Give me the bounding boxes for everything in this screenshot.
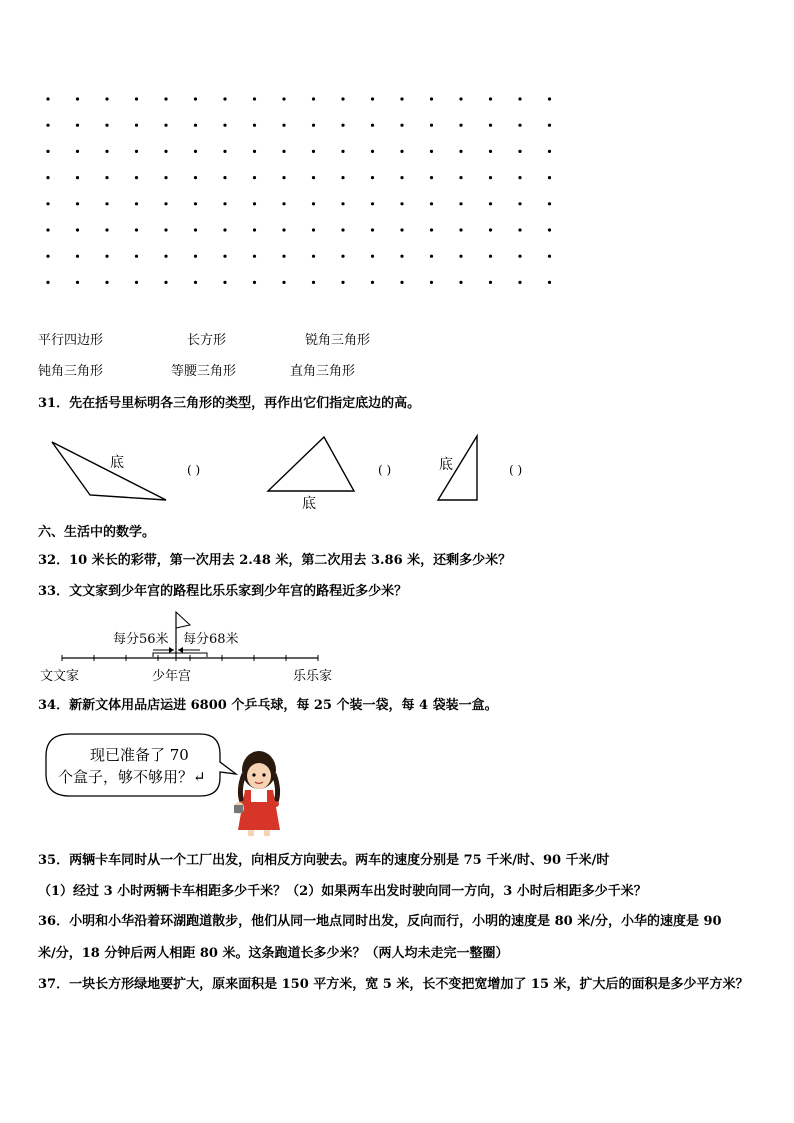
grid-dot xyxy=(164,255,167,258)
grid-dot xyxy=(164,124,167,127)
grid-dot xyxy=(253,281,256,284)
grid-dot xyxy=(489,124,492,127)
grid-dot xyxy=(223,228,226,231)
grid-dot xyxy=(253,150,256,153)
grid-dot xyxy=(135,176,138,179)
grid-dot xyxy=(194,124,197,127)
grid-dot xyxy=(459,228,462,231)
question-33: 33．文文家到少年宫的路程比乐乐家到少年宫的路程近多少米？ xyxy=(38,584,408,599)
grid-dot xyxy=(76,202,79,205)
grid-dot xyxy=(282,202,285,205)
grid-dot xyxy=(489,255,492,258)
grid-dot xyxy=(548,255,551,258)
grid-dot xyxy=(400,176,403,179)
grid-dot xyxy=(430,150,433,153)
grid-dot xyxy=(371,281,374,284)
grid-dot xyxy=(194,281,197,284)
grid-dot xyxy=(164,202,167,205)
question-36-line-1: 36．小明和小华沿着环湖跑道散步，他们从同一地点同时出发，反向而行，小明的速度是 80 米/分，小华的速度是 90 xyxy=(38,914,722,929)
grid-dot xyxy=(548,150,551,153)
grid-dot xyxy=(518,176,521,179)
question-35-line-1: 35．两辆卡车同时从一个工厂出发，向相反方向驶去。两车的速度分别是 75 千米/时、90 千米/时 xyxy=(38,853,610,868)
grid-dot xyxy=(76,124,79,127)
grid-dot xyxy=(282,255,285,258)
grid-dot xyxy=(341,228,344,231)
grid-dot xyxy=(223,281,226,284)
grid-dot xyxy=(489,202,492,205)
question-34: 34．新新文体用品店运进 6800 个乒乓球，每 25 个装一袋，每 4 袋装一盒。 xyxy=(38,698,498,713)
grid-dot xyxy=(312,255,315,258)
base-label-2: 底 xyxy=(302,496,316,512)
grid-dot xyxy=(105,97,108,100)
bubble-line-1: 现已准备了 70 xyxy=(90,746,189,764)
grid-dot xyxy=(135,124,138,127)
grid-dot xyxy=(312,97,315,100)
grid-dot xyxy=(164,176,167,179)
route-diagram xyxy=(35,605,365,687)
grid-dot xyxy=(135,202,138,205)
grid-dot xyxy=(253,124,256,127)
grid-dot xyxy=(341,150,344,153)
base-label-1: 底 xyxy=(110,455,124,471)
grid-dot xyxy=(548,176,551,179)
grid-dot xyxy=(312,124,315,127)
grid-dot xyxy=(518,124,521,127)
grid-dot xyxy=(76,97,79,100)
grid-dot xyxy=(76,150,79,153)
grid-dot xyxy=(223,176,226,179)
grid-dot xyxy=(312,228,315,231)
grid-dot xyxy=(76,255,79,258)
grid-dot xyxy=(105,228,108,231)
grid-dot xyxy=(459,150,462,153)
grid-dot xyxy=(76,228,79,231)
grid-dot xyxy=(105,176,108,179)
grid-dot xyxy=(312,202,315,205)
base-label-3: 底 xyxy=(439,457,453,473)
label-acute-triangle: 锐角三角形 xyxy=(305,333,371,348)
grid-dot xyxy=(371,202,374,205)
grid-dot xyxy=(371,255,374,258)
place-youth-palace: 少年宫 xyxy=(152,669,192,684)
grid-dot xyxy=(76,176,79,179)
flag-icon xyxy=(176,612,190,628)
grid-dot xyxy=(489,281,492,284)
grid-dot xyxy=(46,176,49,179)
grid-dot xyxy=(46,255,49,258)
grid-dot xyxy=(371,176,374,179)
grid-dot xyxy=(46,124,49,127)
grid-dot xyxy=(223,150,226,153)
question-37: 37．一块长方形绿地要扩大，原来面积是 150 平方米，宽 5 米，长不变把宽增加了 15 米，扩大后的面积是多少平方米？ xyxy=(38,977,749,992)
grid-dot xyxy=(46,97,49,100)
grid-dot xyxy=(105,150,108,153)
grid-dot xyxy=(459,124,462,127)
grid-dot xyxy=(371,150,374,153)
grid-dot xyxy=(518,281,521,284)
label-right-triangle: 直角三角形 xyxy=(290,364,356,379)
grid-dot xyxy=(253,228,256,231)
grid-dot xyxy=(400,97,403,100)
grid-dot xyxy=(489,228,492,231)
grid-dot xyxy=(430,228,433,231)
grid-dot xyxy=(223,124,226,127)
grid-dot xyxy=(223,97,226,100)
grid-dot xyxy=(312,176,315,179)
grid-dot xyxy=(194,150,197,153)
grid-dot xyxy=(282,176,285,179)
grid-dot xyxy=(312,281,315,284)
grid-dot xyxy=(341,176,344,179)
label-rectangle: 长方形 xyxy=(187,333,227,348)
grid-dot xyxy=(105,124,108,127)
grid-dot xyxy=(459,176,462,179)
grid-dot xyxy=(164,281,167,284)
question-35-line-2: （1）经过 3 小时两辆卡车相距多少千米？（2）如果两车出发时驶向同一方向，3 小时后相距多少千米？ xyxy=(38,884,647,899)
girl-illustration xyxy=(234,751,280,836)
question-31: 31．先在括号里标明各三角形的类型，再作出它们指定底边的高。 xyxy=(38,396,421,411)
bubble-line-2: 个盒子，够不够用？↵ xyxy=(58,768,206,786)
grid-dot xyxy=(430,281,433,284)
grid-dot xyxy=(518,202,521,205)
grid-dot xyxy=(430,202,433,205)
grid-dot xyxy=(459,281,462,284)
grid-dot xyxy=(135,255,138,258)
grid-dot xyxy=(489,150,492,153)
grid-dot xyxy=(135,150,138,153)
grid-dot xyxy=(518,97,521,100)
grid-dot xyxy=(400,255,403,258)
grid-dot xyxy=(164,228,167,231)
grid-dot xyxy=(341,281,344,284)
grid-dot xyxy=(135,281,138,284)
grid-dot xyxy=(430,97,433,100)
grid-dot xyxy=(430,124,433,127)
grid-dot xyxy=(518,150,521,153)
paren-3: ( ) xyxy=(509,463,523,477)
grid-dot xyxy=(223,255,226,258)
grid-dot xyxy=(371,97,374,100)
grid-dot xyxy=(194,97,197,100)
place-wenwen: 文文家 xyxy=(40,669,80,684)
grid-dot xyxy=(105,202,108,205)
question-32: 32．10 米长的彩带，第一次用去 2.48 米，第二次用去 3.86 米，还剩多少米？ xyxy=(38,553,512,568)
grid-dot xyxy=(282,97,285,100)
question-36-line-2: 米/分，18 分钟后两人相距 80 米。这条跑道长多少米？（两人均未走完一整圈） xyxy=(38,946,509,961)
section-6-title: 六、生活中的数学。 xyxy=(38,525,156,540)
grid-dot xyxy=(282,228,285,231)
speed-right-label: 每分68米 xyxy=(183,632,239,647)
grid-dot xyxy=(459,202,462,205)
acute-triangle xyxy=(268,437,354,491)
grid-dot xyxy=(341,97,344,100)
label-parallelogram: 平行四边形 xyxy=(38,333,104,348)
grid-dot xyxy=(135,228,138,231)
grid-dot xyxy=(46,150,49,153)
triangles-figure xyxy=(40,430,560,515)
grid-dot xyxy=(282,150,285,153)
grid-dot xyxy=(46,202,49,205)
dot-grid xyxy=(30,90,570,330)
grid-dot xyxy=(548,228,551,231)
grid-dot xyxy=(518,255,521,258)
grid-dot xyxy=(400,281,403,284)
paren-1: ( ) xyxy=(187,463,201,477)
grid-dot xyxy=(194,255,197,258)
grid-dot xyxy=(548,97,551,100)
grid-dot xyxy=(194,176,197,179)
obtuse-triangle xyxy=(52,442,166,500)
grid-dot xyxy=(371,228,374,231)
grid-dot xyxy=(548,281,551,284)
grid-dot xyxy=(282,124,285,127)
grid-dot xyxy=(312,150,315,153)
grid-dot xyxy=(400,202,403,205)
grid-dot xyxy=(341,255,344,258)
grid-dot xyxy=(194,202,197,205)
grid-dot xyxy=(253,176,256,179)
grid-dot xyxy=(164,97,167,100)
grid-dot xyxy=(459,255,462,258)
grid-dot xyxy=(459,97,462,100)
grid-dot xyxy=(46,228,49,231)
speed-left-label: 每分56米 xyxy=(113,632,169,647)
grid-dot xyxy=(164,150,167,153)
grid-dot xyxy=(430,255,433,258)
grid-dot xyxy=(518,228,521,231)
grid-dot xyxy=(253,255,256,258)
grid-dot xyxy=(548,124,551,127)
grid-dot xyxy=(253,97,256,100)
place-lele: 乐乐家 xyxy=(293,669,333,684)
paren-2: ( ) xyxy=(378,463,392,477)
grid-dot xyxy=(341,124,344,127)
grid-dot xyxy=(341,202,344,205)
grid-dot xyxy=(489,176,492,179)
grid-dot xyxy=(371,124,374,127)
label-isosceles-triangle: 等腰三角形 xyxy=(171,364,237,379)
label-obtuse-triangle: 钝角三角形 xyxy=(38,364,104,379)
grid-dot xyxy=(400,228,403,231)
grid-dot xyxy=(46,281,49,284)
grid-dot xyxy=(194,228,197,231)
speech-bubble xyxy=(46,734,236,796)
grid-dot xyxy=(223,202,226,205)
grid-dot xyxy=(253,202,256,205)
grid-dot xyxy=(135,97,138,100)
grid-dot xyxy=(400,150,403,153)
speech-bubble-figure xyxy=(40,728,300,838)
grid-dot xyxy=(489,97,492,100)
grid-dot xyxy=(400,124,403,127)
grid-dot xyxy=(430,176,433,179)
grid-dot xyxy=(548,202,551,205)
grid-dot xyxy=(105,255,108,258)
grid-dot xyxy=(282,281,285,284)
grid-dot xyxy=(76,281,79,284)
grid-dot xyxy=(105,281,108,284)
